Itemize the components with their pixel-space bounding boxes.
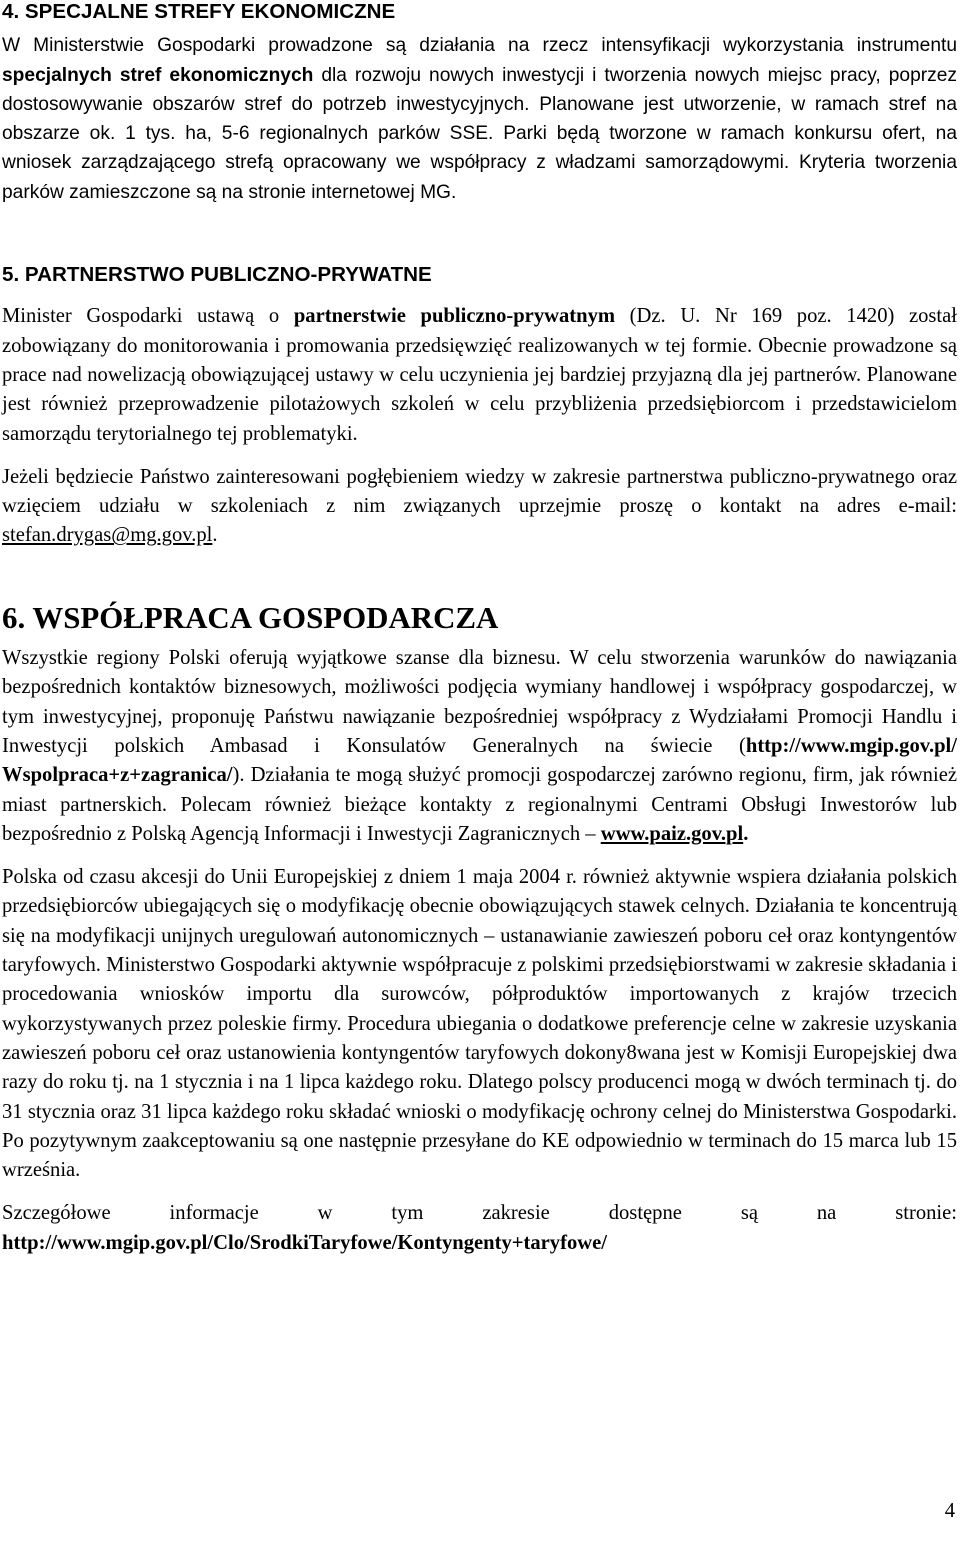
section-6-text-a: Wszystkie regiony Polski oferują wyjątkowe szanse dla biznesu. W celu stworzenia warunków do nawiązania bezpośrednich kontaktów biznesowych, możliwości podjęcia wymiany handlowej i współpracy gospodarczej, w tym inwestycyjnej, proponuję Państwu nawiązanie bezpośredniej współpracy z Wydziałami Promocji Handlu i Inwestycji polskich Ambasad i Konsulatów Generalnych na świecie ( [2, 647, 957, 757]
section-4-paragraph [2, 31, 957, 207]
section-6-text-b: ). Działania te mogą służyć promocji gospodarczej zarówno regionu, firm, jak również miast partnerskich. Polecam również bieżące kontakty z regionalnymi Centrami Obsługi Inwestorów lub bezpośrednio z Polską Agencją Informacji i Inwestycji Zagranicznych – [2, 764, 957, 845]
section-6-heading: 6. WSPÓŁPRACA GOSPODARCZA [2, 599, 499, 635]
section-6-paragraph-1 [2, 644, 957, 849]
section-5-bold-term: partnerstwie publiczno-prywatnym [293, 305, 616, 328]
section-6-paragraph-3 [2, 1199, 957, 1228]
section-6-paragraph-3-link-line [2, 1229, 957, 1258]
section-6-paragraph-2: Polska od czasu akcesji do Unii Europejskiej z dniem 1 maja 2004 r. również aktywnie wspiera działania polskich przedsiębiorców ubiegających się o modyfikację obecnie obowiązujących stawek celnych. Działania te koncentrują się na modyfikacji unijnych uregulowań autonomicznych – ustanawianie zawieszeń poboru ceł oraz kontyngentów taryfowych. Ministerstwo Gospodarki aktywnie współpracuje z polskimi przedsiębiorstwami w zakresie składania i procedowania wniosków importu dla surowców, półproduktów importowanych z krajów trzecich wykorzystywanych przez poleskie firmy. Procedura ubiegania o dodatkowe preferencje celne w zakresie uzyskania zawieszeń poboru ceł oraz ustanowienia kontyngentów taryfowych dokony8wana jest w Komisji Europejskiej dwa razy do roku tj. na 1 stycznia i na 1 lipca każdego roku. Dlatego polscy producenci mogą w dwóch terminach tj. do 31 stycznia oraz 31 lipca każdego roku składać wnioski o modyfikację ochrony celnej do Ministerstwa Gospodarki. Po pozytywnym zaakceptowaniu są one następnie przesyłane do KE odpowiednio w terminach do 15 marca lub 15 września. [2, 866, 957, 1182]
section-4-text-a: W Ministerstwie Gospodarki prowadzone są działania na rzecz intensyfikacji wykorzystania instrumentu [2, 35, 957, 57]
section-5-text-c: (Dz. U. Nr 169 poz. 1420) został zobowiązany do monitorowania i promowania przedsięwzięć realizowanych w tej formie. Obecnie prowadzone są prace nad nowelizacją obowiązującej ustawy w celu uczynienia jej bardziej przyjazną dla jej partnerów. Planowane jest również przeprowadzenie pilotażowych szkoleń w celu przybliżenia przedsiębiorcom i przedstawicielom samorządu terytorialnego tej problematyki. [2, 305, 957, 445]
paiz-link[interactable]: www.paiz.gov.pl [600, 822, 744, 845]
contact-email-link[interactable]: stefan.drygas@mg.gov.pl [2, 524, 213, 547]
section-4-bold-term: specjalnych stref ekonomicznych [2, 64, 314, 86]
section-5-paragraph-2 [2, 463, 957, 551]
section-4-text-c: dla rozwoju nowych inwestycji i tworzenia nowych miejsc pracy, poprzez dostosowywanie obszarów stref do potrzeb inwestycyjnych. Planowane jest utworzenie, w ramach stref na obszarze ok. 1 tys. ha, 5-6 regionalnych parków SSE. Parki będą tworzone w ramach konkursu ofert, na wniosek zarządzającego strefą opracowany we współpracy z władzami samorządowymi. Kryteria tworzenia parków zamieszczone są na stronie internetowej MG. [2, 64, 957, 203]
section-5-text-p2: Jeżeli będziecie Państwo zainteresowani pogłębieniem wiedzy w zakresie partnerstwa publiczno-prywatnego oraz wzięciem udziału w szkoleniach z nim związanych uprzejmie proszę o kontakt na adres e-mail: [2, 465, 957, 518]
tariff-quotas-link[interactable]: http://www.mgip.gov.pl/Clo/SrodkiTaryfowe/Kontyngenty+taryfowe/ [2, 1231, 607, 1254]
document-page [2, 0, 957, 1258]
section-5-paragraph-1 [2, 302, 957, 448]
mgip-cooperation-link[interactable]: http://www.mgip.gov.pl/ Wspolpraca+z+zagranica/ [2, 734, 957, 787]
section-5-text-a: Minister Gospodarki ustawą o [2, 305, 294, 328]
section-6-p3-text: Szczegółowe informacje w tym zakresie dostępne są na stronie: [2, 1202, 957, 1225]
section-5-heading: 5. PARTNERSTWO PUBLICZNO-PRYWATNE [2, 263, 432, 287]
page-number: 4 [944, 1500, 955, 1522]
section-6-p1-end: . [743, 822, 749, 845]
section-4-heading: 4. SPECJALNE STREFY EKONOMICZNE [2, 0, 396, 23]
section-5-p2-end: . [212, 524, 218, 547]
